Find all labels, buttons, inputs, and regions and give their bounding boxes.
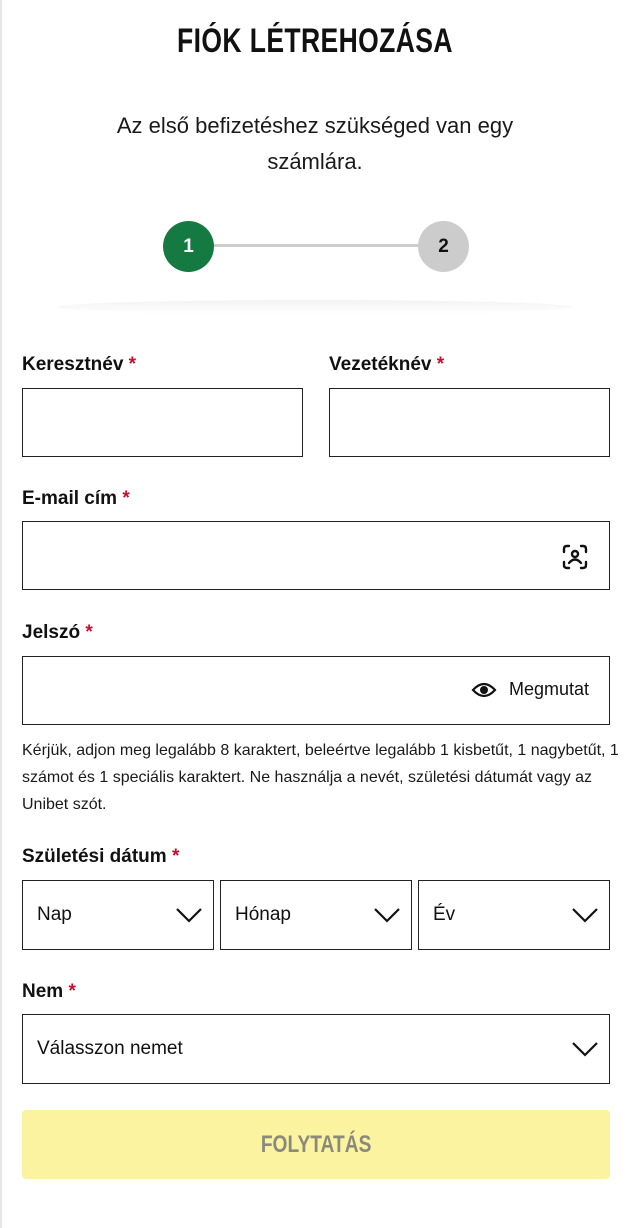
email-input[interactable] bbox=[22, 521, 610, 590]
first-name-label: Keresztnév * bbox=[22, 354, 137, 375]
divider-shadow bbox=[57, 300, 573, 314]
gender-value: Válasszon nemet bbox=[37, 1038, 183, 1059]
stepper-line bbox=[212, 244, 422, 247]
dob-month-value: Hónap bbox=[235, 904, 291, 925]
dob-month-select[interactable] bbox=[220, 880, 412, 950]
password-label: Jelszó * bbox=[22, 622, 93, 643]
chevron-down-icon bbox=[373, 906, 401, 924]
step-2: 2 bbox=[418, 221, 469, 272]
email-label: E-mail cím * bbox=[22, 488, 130, 509]
password-help-text: Kérjük, adjon meg legalább 8 karaktert, beleértve legalább 1 kisbetűt, 1 nagybetűt, 1 számot és 1 speciális karaktert. Ne használja a nevét, születési dátumát vagy az Unibet szót. bbox=[22, 742, 619, 813]
dob-year-value: Év bbox=[433, 904, 456, 925]
dob-day-select[interactable] bbox=[22, 880, 214, 950]
last-name-input[interactable] bbox=[329, 388, 610, 457]
dob-label: Születési dátum * bbox=[22, 846, 180, 867]
eye-icon bbox=[471, 681, 497, 699]
dob-year-select[interactable] bbox=[418, 880, 610, 950]
last-name-label: Vezetéknév * bbox=[329, 354, 445, 375]
dob-day-value: Nap bbox=[37, 904, 72, 925]
chevron-down-icon bbox=[571, 1040, 599, 1058]
password-input[interactable] bbox=[22, 656, 610, 725]
step-1: 1 bbox=[163, 221, 214, 272]
continue-button[interactable] bbox=[22, 1110, 610, 1179]
show-password-label: Megmutat bbox=[508, 679, 589, 699]
chevron-down-icon bbox=[571, 906, 599, 924]
chevron-down-icon bbox=[175, 906, 203, 924]
show-password-button[interactable] bbox=[471, 679, 589, 700]
page-title: FIÓK LÉTREHOZÁSA bbox=[177, 22, 453, 60]
page-subtitle: Az első befizetéshez szükséged van egy számlára. bbox=[116, 113, 514, 174]
gender-select[interactable] bbox=[22, 1014, 610, 1084]
first-name-input[interactable] bbox=[22, 388, 303, 457]
face-id-icon[interactable] bbox=[561, 544, 589, 570]
continue-label: FOLYTATÁS bbox=[260, 1130, 372, 1158]
gender-label: Nem * bbox=[22, 981, 76, 1002]
